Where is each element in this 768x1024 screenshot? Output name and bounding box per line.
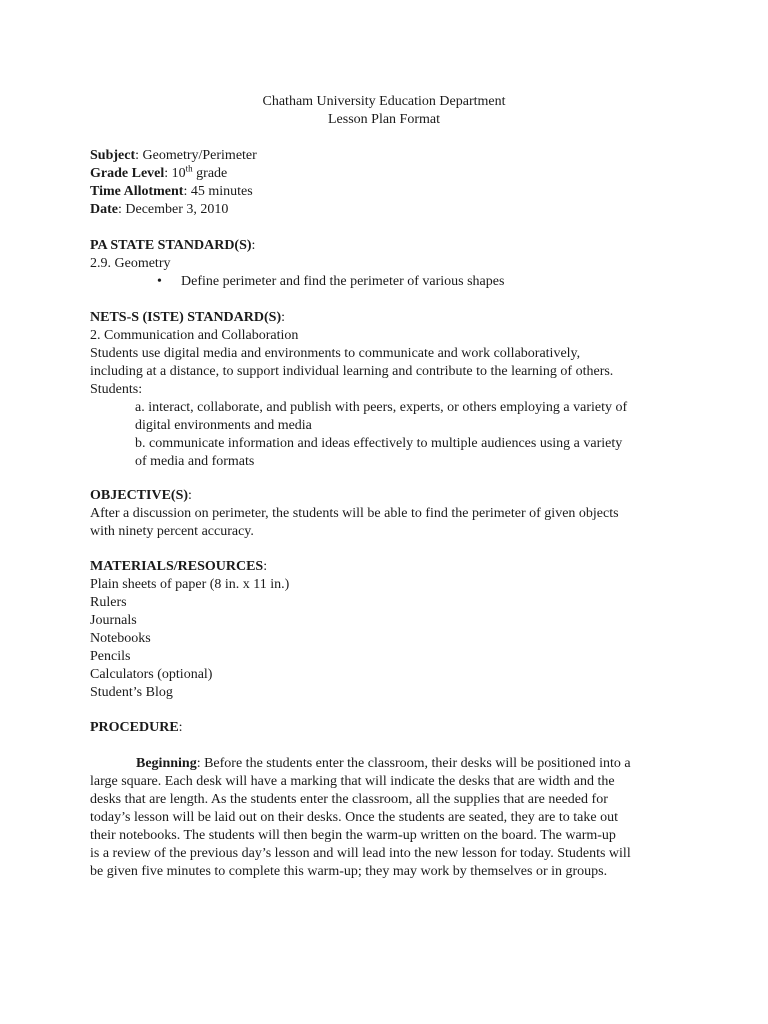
objectives-heading: OBJECTIVE(S): [90, 488, 189, 503]
pa-standards-colon: :: [251, 238, 256, 253]
grade-level-line: [90, 165, 227, 183]
date-line: [90, 201, 228, 219]
date-label: Date: [90, 202, 118, 217]
objectives-line-1: After a discussion on perimeter, the students will be able to find the perimeter of given objects: [90, 506, 619, 521]
materials-item: Journals: [90, 613, 137, 628]
materials-heading-line: [90, 558, 267, 576]
procedure-line-2: large square. Each desk will have a marking that will indicate the desks that are width and the: [90, 774, 615, 789]
procedure-line-1: [136, 755, 631, 773]
nets-heading-line: [90, 309, 285, 327]
objectives-line-2: with ninety percent accuracy.: [90, 524, 254, 539]
procedure-line-6: is a review of the previous day’s lesson and will lead into the new lesson for today. Students will: [90, 846, 631, 861]
procedure-line-4: today’s lesson will be laid out on their desks. Once the students are seated, they are to take out: [90, 810, 618, 825]
nets-desc-line-2: including at a distance, to support individual learning and contribute to the learning of others.: [90, 364, 614, 379]
materials-colon: :: [263, 559, 268, 574]
pa-standards-heading-line: [90, 237, 255, 255]
grade-label: Grade Level: [90, 166, 165, 181]
nets-point-a-line-2: digital environments and media: [135, 418, 312, 433]
materials-heading: MATERIALS/RESOURCES: [90, 559, 264, 574]
nets-point-b-line-2: of media and formats: [135, 454, 255, 469]
date-value: : December 3, 2010: [118, 202, 229, 217]
procedure-line-3: desks that are length. As the students enter the classroom, all the supplies that are needed for: [90, 792, 608, 807]
materials-item: Calculators (optional): [90, 667, 213, 682]
time-allotment-line: [90, 183, 253, 201]
nets-item: 2. Communication and Collaboration: [90, 328, 299, 343]
objectives-colon: :: [188, 488, 192, 503]
subject-line: [90, 147, 257, 165]
nets-point-b-line-1: b. communicate information and ideas effectively to multiple audiences using a variety: [135, 436, 623, 451]
subject-label: Subject: [90, 148, 136, 163]
procedure-colon: :: [178, 720, 183, 735]
procedure-line-7: be given five minutes to complete this warm-up; they may work by themselves or in groups.: [90, 864, 608, 879]
materials-item: Plain sheets of paper (8 in. x 11 in.): [90, 577, 290, 592]
subject-value: : Geometry/Perimeter: [135, 148, 257, 163]
time-label: Time Allotment: [90, 184, 184, 199]
materials-item: Pencils: [90, 649, 131, 664]
objectives-heading-line: [90, 487, 192, 505]
procedure-heading-line: [90, 719, 183, 737]
bullet-icon: •: [157, 274, 162, 289]
grade-value-suffix: grade: [192, 166, 228, 181]
grade-value: : 10: [164, 166, 186, 181]
materials-item: Notebooks: [90, 631, 151, 646]
pa-standards-item: 2.9. Geometry: [90, 256, 171, 271]
nets-point-a-line-1: a. interact, collaborate, and publish with peers, experts, or others employing a variety of: [135, 400, 628, 415]
procedure-line-5: their notebooks. The students will then begin the warm-up written on the board. The warm-up: [90, 828, 616, 843]
department-title: Chatham University Education Department: [262, 94, 506, 109]
pa-standards-bullet-text: Define perimeter and find the perimeter of various shapes: [181, 274, 505, 289]
procedure-line-1-text: : Before the students enter the classroom, their desks will be positioned into a: [196, 756, 631, 771]
beginning-label: Beginning: [136, 756, 197, 771]
time-value: : 45 minutes: [183, 184, 253, 199]
grade-superscript: th: [185, 163, 193, 174]
procedure-heading: PROCEDURE: [90, 720, 179, 735]
materials-item: Student’s Blog: [90, 685, 173, 700]
materials-item: Rulers: [90, 595, 127, 610]
nets-heading: NETS-S (ISTE) STANDARD(S): [90, 310, 282, 325]
nets-desc-line-3: Students:: [90, 382, 143, 397]
pa-standards-heading: PA STATE STANDARD(S): [90, 238, 252, 253]
lesson-plan-format-title: Lesson Plan Format: [328, 112, 440, 127]
nets-colon: :: [281, 310, 286, 325]
nets-desc-line-1: Students use digital media and environments to communicate and work collaboratively,: [90, 346, 581, 361]
